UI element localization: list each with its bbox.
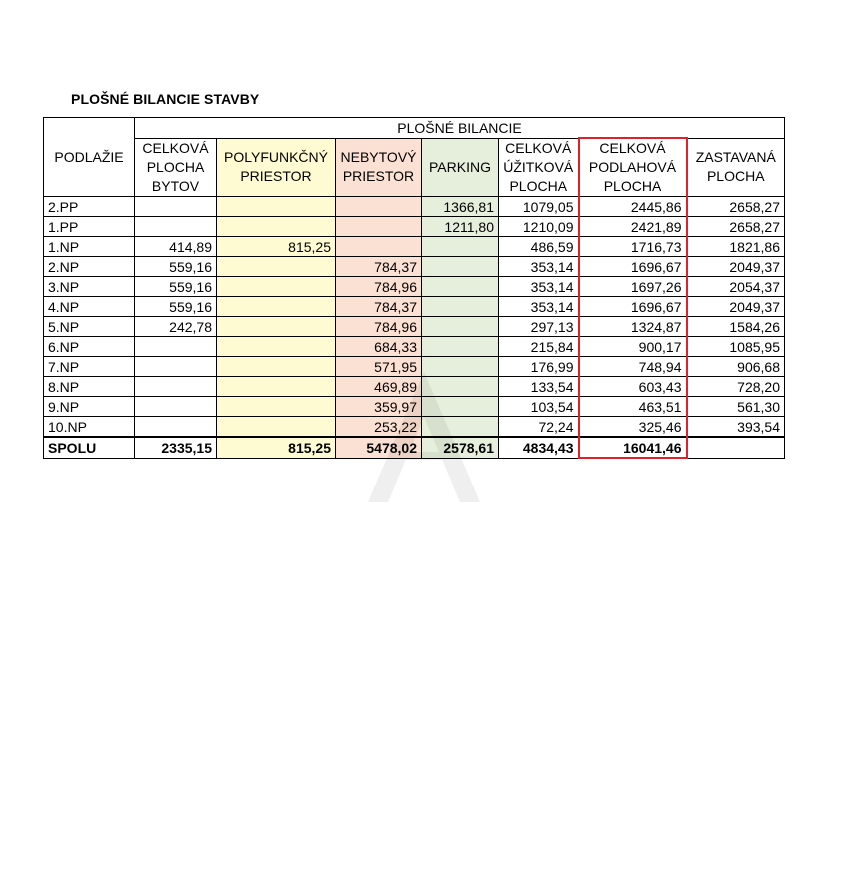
table-row (44, 257, 785, 277)
cell-podlazie: 1.NP (44, 237, 135, 257)
cell-polyfunkcny (217, 257, 336, 277)
cell-podlazie: 7.NP (44, 357, 135, 377)
document-title: PLOŠNÉ BILANCIE STAVBY (71, 91, 260, 107)
cell-plocha-bytov (135, 397, 217, 417)
cell-parking (422, 377, 499, 397)
total-cell-plocha-bytov: 2335,15 (135, 437, 217, 458)
total-row (44, 437, 785, 458)
cell-podlahova: 2421,89 (579, 217, 687, 237)
cell-uzitkova: 486,59 (499, 237, 579, 257)
cell-uzitkova: 103,54 (499, 397, 579, 417)
table-row (44, 417, 785, 438)
cell-nebytovy (336, 217, 422, 237)
table-row (44, 337, 785, 357)
cell-polyfunkcny (217, 337, 336, 357)
cell-parking: 1211,80 (422, 217, 499, 237)
cell-podlazie: 1.PP (44, 217, 135, 237)
cell-zastavana: 2049,37 (687, 257, 785, 277)
total-cell-podlazie: SPOLU (44, 437, 135, 458)
cell-plocha-bytov (135, 377, 217, 397)
cell-parking (422, 397, 499, 417)
cell-nebytovy: 684,33 (336, 337, 422, 357)
column-header-podlahova: CELKOVÁ PODLAHOVÁ PLOCHA (579, 138, 687, 197)
cell-nebytovy: 784,96 (336, 317, 422, 337)
table-row (44, 377, 785, 397)
cell-plocha-bytov: 559,16 (135, 257, 217, 277)
cell-zastavana: 1584,26 (687, 317, 785, 337)
cell-uzitkova: 297,13 (499, 317, 579, 337)
cell-uzitkova: 1210,09 (499, 217, 579, 237)
cell-podlazie: 9.NP (44, 397, 135, 417)
total-cell-zastavana (687, 437, 785, 458)
cell-podlahova: 1697,26 (579, 277, 687, 297)
cell-podlahova: 603,43 (579, 377, 687, 397)
cell-parking (422, 237, 499, 257)
cell-nebytovy: 469,89 (336, 377, 422, 397)
cell-zastavana: 1821,86 (687, 237, 785, 257)
cell-podlahova: 2445,86 (579, 197, 687, 217)
cell-zastavana: 2658,27 (687, 217, 785, 237)
cell-polyfunkcny: 815,25 (217, 237, 336, 257)
table-row (44, 297, 785, 317)
column-header-parking: PARKING (422, 138, 499, 197)
cell-uzitkova: 353,14 (499, 297, 579, 317)
cell-parking: 1366,81 (422, 197, 499, 217)
cell-polyfunkcny (217, 217, 336, 237)
cell-polyfunkcny (217, 297, 336, 317)
cell-podlahova: 463,51 (579, 397, 687, 417)
column-header-uzitkova: CELKOVÁ ÚŽITKOVÁ PLOCHA (499, 138, 579, 197)
cell-parking (422, 357, 499, 377)
column-header-podlazie: PODLAŽIE (44, 118, 135, 197)
cell-parking (422, 277, 499, 297)
cell-uzitkova: 133,54 (499, 377, 579, 397)
cell-uzitkova: 353,14 (499, 257, 579, 277)
cell-nebytovy (336, 237, 422, 257)
cell-polyfunkcny (217, 277, 336, 297)
table-row (44, 197, 785, 217)
cell-parking (422, 257, 499, 277)
cell-podlazie: 10.NP (44, 417, 135, 438)
cell-plocha-bytov (135, 357, 217, 377)
cell-parking (422, 417, 499, 438)
cell-polyfunkcny (217, 317, 336, 337)
cell-zastavana: 2054,37 (687, 277, 785, 297)
cell-nebytovy: 253,22 (336, 417, 422, 438)
cell-podlazie: 2.NP (44, 257, 135, 277)
total-cell-polyfunkcny: 815,25 (217, 437, 336, 458)
cell-podlazie: 8.NP (44, 377, 135, 397)
cell-podlahova: 1696,67 (579, 297, 687, 317)
cell-plocha-bytov (135, 217, 217, 237)
cell-nebytovy: 784,37 (336, 257, 422, 277)
table-body (44, 197, 785, 459)
cell-parking (422, 297, 499, 317)
cell-plocha-bytov: 242,78 (135, 317, 217, 337)
cell-nebytovy: 359,97 (336, 397, 422, 417)
column-header-zastavana: ZASTAVANÁ PLOCHA (687, 138, 785, 197)
cell-podlazie: 6.NP (44, 337, 135, 357)
cell-podlahova: 1716,73 (579, 237, 687, 257)
cell-polyfunkcny (217, 397, 336, 417)
total-cell-nebytovy: 5478,02 (336, 437, 422, 458)
cell-plocha-bytov (135, 337, 217, 357)
cell-zastavana: 561,30 (687, 397, 785, 417)
cell-podlazie: 2.PP (44, 197, 135, 217)
cell-zastavana: 393,54 (687, 417, 785, 438)
total-cell-podlahova: 16041,46 (579, 437, 687, 458)
cell-podlahova: 1324,87 (579, 317, 687, 337)
cell-plocha-bytov: 559,16 (135, 297, 217, 317)
column-header-polyfunkcny: POLYFUNKČNÝ PRIESTOR (217, 138, 336, 197)
total-cell-parking: 2578,61 (422, 437, 499, 458)
table-row (44, 397, 785, 417)
cell-polyfunkcny (217, 197, 336, 217)
cell-nebytovy (336, 197, 422, 217)
cell-polyfunkcny (217, 357, 336, 377)
cell-plocha-bytov: 414,89 (135, 237, 217, 257)
cell-zastavana: 1085,95 (687, 337, 785, 357)
cell-podlahova: 748,94 (579, 357, 687, 377)
area-balance-table-wrapper (43, 117, 785, 459)
cell-uzitkova: 1079,05 (499, 197, 579, 217)
cell-parking (422, 317, 499, 337)
cell-uzitkova: 215,84 (499, 337, 579, 357)
cell-podlahova: 1696,67 (579, 257, 687, 277)
cell-nebytovy: 784,96 (336, 277, 422, 297)
cell-podlahova: 900,17 (579, 337, 687, 357)
cell-nebytovy: 784,37 (336, 297, 422, 317)
total-cell-uzitkova: 4834,43 (499, 437, 579, 458)
cell-uzitkova: 176,99 (499, 357, 579, 377)
area-balance-table (43, 117, 785, 459)
cell-nebytovy: 571,95 (336, 357, 422, 377)
table-row (44, 217, 785, 237)
cell-podlazie: 3.NP (44, 277, 135, 297)
group-header: PLOŠNÉ BILANCIE (135, 118, 785, 139)
table-row (44, 277, 785, 297)
cell-polyfunkcny (217, 417, 336, 438)
column-header-plocha-bytov: CELKOVÁ PLOCHA BYTOV (135, 138, 217, 197)
table-row (44, 317, 785, 337)
table-row (44, 237, 785, 257)
cell-zastavana: 906,68 (687, 357, 785, 377)
cell-zastavana: 728,20 (687, 377, 785, 397)
cell-polyfunkcny (217, 377, 336, 397)
cell-parking (422, 337, 499, 357)
cell-plocha-bytov (135, 197, 217, 217)
cell-podlazie: 4.NP (44, 297, 135, 317)
cell-podlahova: 325,46 (579, 417, 687, 438)
cell-uzitkova: 353,14 (499, 277, 579, 297)
cell-podlazie: 5.NP (44, 317, 135, 337)
table-row (44, 357, 785, 377)
cell-zastavana: 2658,27 (687, 197, 785, 217)
cell-zastavana: 2049,37 (687, 297, 785, 317)
cell-plocha-bytov (135, 417, 217, 438)
cell-plocha-bytov: 559,16 (135, 277, 217, 297)
cell-uzitkova: 72,24 (499, 417, 579, 438)
column-header-nebytovy: NEBYTOVÝ PRIESTOR (336, 138, 422, 197)
